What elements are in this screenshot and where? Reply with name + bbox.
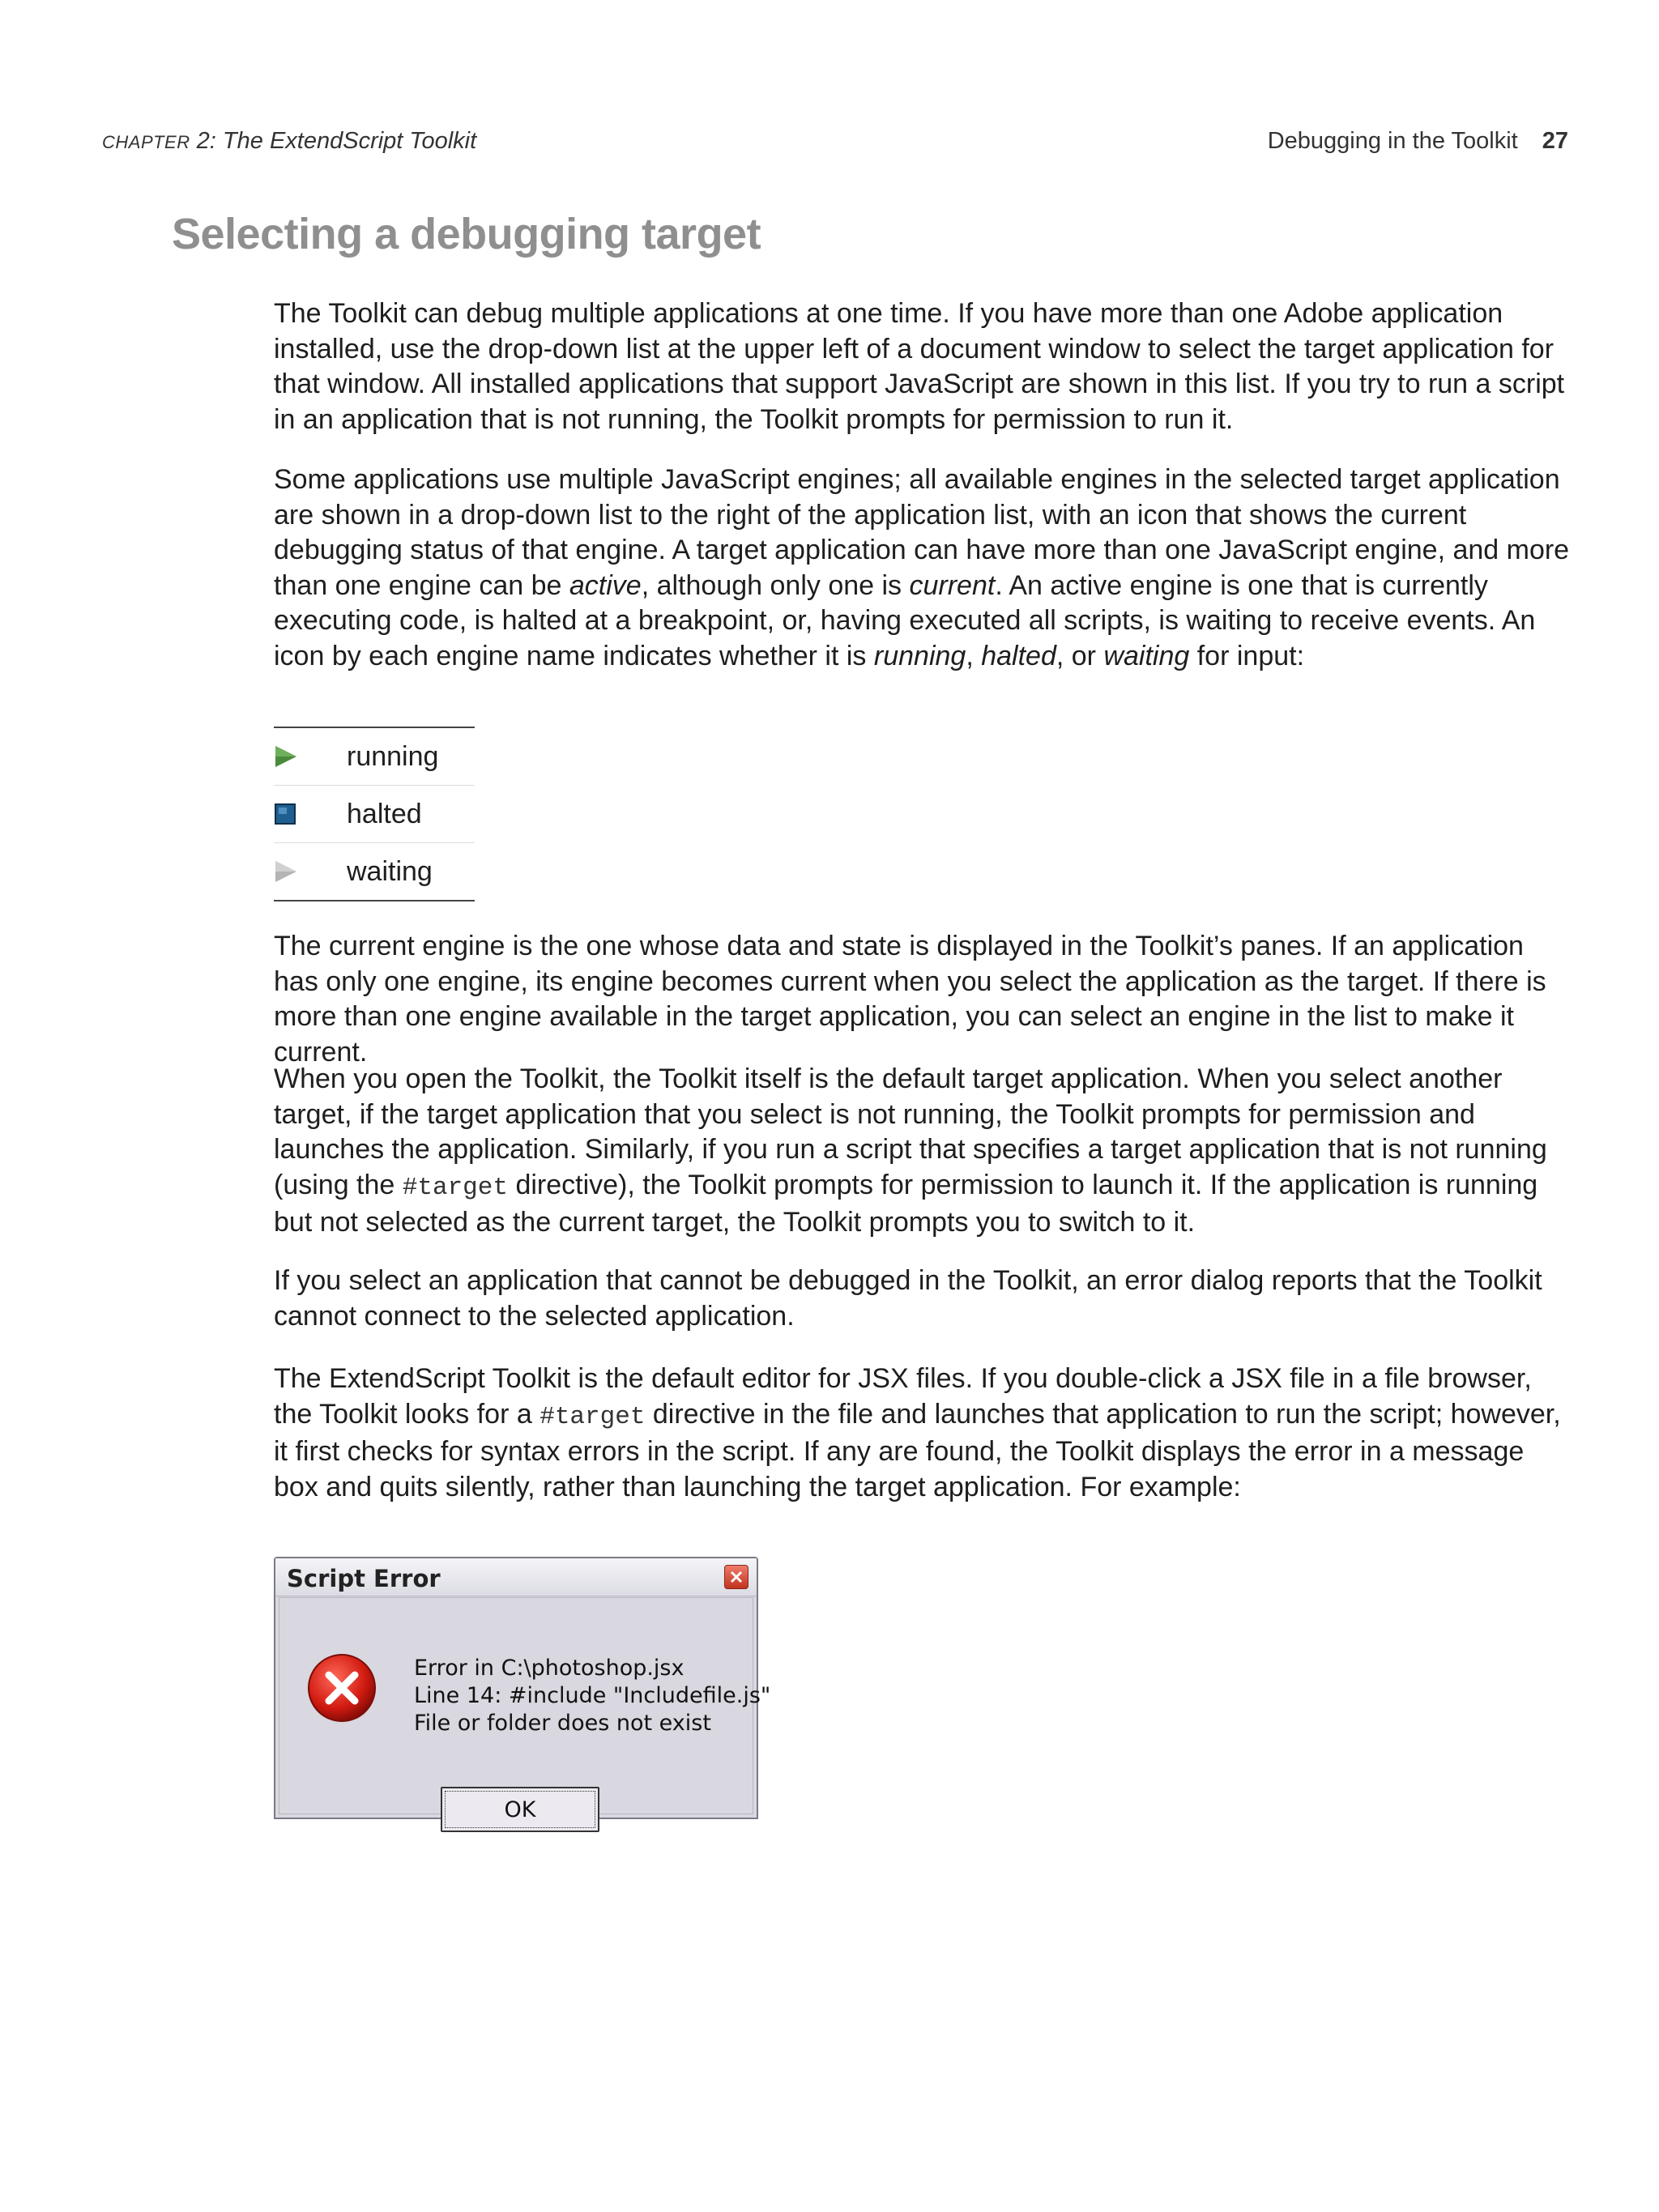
paragraph-5	[274, 1264, 1570, 1334]
close-button[interactable]	[724, 1565, 748, 1589]
dialog-body	[279, 1597, 771, 1822]
legend-label-waiting: waiting	[347, 855, 433, 887]
paragraph-2	[274, 462, 1570, 674]
paragraph-1-text: The Toolkit can debug multiple applications at one time. If you have more than one Adobe application installed, use the drop-down list at the upper left of a document window to select the target application for that window. All installed applications that support JavaScript are shown in this list. If you try to run a script in an application that is not running, the Toolkit prompts for permission to run it.	[274, 298, 1565, 435]
paragraph-3-text: The current engine is the one whose data and state is displayed in the Toolkit’s panes. If an application has only one engine, its engine becomes current when you select the application as the target. If there is more than one engine available in the target application, you can select an engine in the list to make it current.	[274, 931, 1546, 1068]
close-icon	[725, 1566, 748, 1588]
waiting-icon	[274, 843, 347, 900]
dialog-titlebar	[275, 1558, 757, 1596]
legend-row-running	[274, 728, 475, 786]
p4-text-2: directive), the Toolkit prompts for permission to launch it. If the application is running but not selected as the current target, the Toolkit prompts you to switch to it.	[274, 1169, 1538, 1238]
running-icon	[274, 728, 347, 785]
chapter-prefix: CHAPTER	[102, 132, 190, 152]
section-name: Debugging in the Toolkit	[1267, 128, 1518, 154]
paragraph-1	[274, 296, 1570, 437]
p6-text-1: The ExtendScript Toolkit is the default editor for JSX files. If you double-click a JSX file in a file browser, the Toolkit looks for a	[274, 1363, 1532, 1430]
p2-text-2: , although only one is	[641, 569, 910, 601]
dialog-message	[414, 1655, 770, 1737]
chapter-title	[102, 128, 476, 155]
p2-em-waiting: waiting	[1103, 640, 1190, 671]
p4-code-target: #target	[402, 1173, 508, 1202]
legend-label-halted: halted	[347, 798, 422, 829]
p2-em-halted: halted	[981, 640, 1056, 671]
p2-text-5: , or	[1056, 640, 1104, 671]
script-error-dialog	[274, 1557, 771, 1822]
page-title: Selecting a debugging target	[172, 210, 761, 258]
p6-code-target: #target	[539, 1402, 646, 1431]
error-icon	[305, 1652, 378, 1728]
p4-text-1: When you open the Toolkit, the Toolkit itself is the default target application. When you select another target, if the target application that you select is not running, the Toolkit prompts for permission and launches the application. Similarly, if you run a script that specifies a target application that is not running (using the	[274, 1063, 1547, 1200]
section-header	[1268, 128, 1568, 155]
p2-text-6: for input:	[1189, 640, 1305, 671]
dialog-message-line: File or folder does not exist	[414, 1711, 711, 1736]
page-number: 27	[1542, 128, 1568, 154]
p2-em-running: running	[873, 640, 966, 671]
engine-state-legend	[274, 727, 475, 901]
legend-row-waiting	[274, 843, 475, 900]
paragraph-3	[274, 929, 1570, 1070]
paragraph-5-text: If you select an application that cannot be debugged in the Toolkit, an error dialog reports that the Toolkit cannot connect to the selected application.	[274, 1265, 1542, 1332]
dialog-title: Script Error	[287, 1565, 441, 1592]
halted-icon	[274, 786, 347, 842]
dialog-message-line: Line 14: #include "Includefile.js"	[414, 1683, 771, 1708]
paragraph-4	[274, 1062, 1570, 1241]
paragraph-6	[274, 1362, 1570, 1505]
ok-button[interactable]	[441, 1787, 599, 1832]
ok-button-label: OK	[445, 1791, 595, 1828]
p2-text-4: ,	[966, 640, 982, 671]
running-header	[102, 128, 1568, 160]
p2-em-active: active	[569, 569, 642, 601]
dialog-message-line: Error in C:\photoshop.jsx	[414, 1656, 684, 1681]
legend-row-halted	[274, 786, 475, 843]
p6-text-2: directive in the file and launches that application to run the script; however, it first checks for syntax errors in the script. If any are found, the Toolkit displays the error in a message box and quits silently, rather than launching the target application. For example:	[274, 1398, 1561, 1502]
p2-em-current: current	[909, 569, 996, 601]
chapter-name: 2: The ExtendScript Toolkit	[190, 128, 477, 154]
p2-text-1: Some applications use multiple JavaScript engines; all available engines in the selected target application are shown in a drop-down list to the right of the application list, with an icon that shows the current debugging status of that engine. A target application can have more than one JavaScript engine, and more than one engine can be	[274, 464, 1570, 601]
p2-text-3: . An active engine is one that is currently executing code, is halted at a breakpoint, or, having executed all scripts, is waiting to receive events. An icon by each engine name indicates whether it is	[274, 569, 1536, 671]
legend-label-running: running	[347, 740, 439, 772]
